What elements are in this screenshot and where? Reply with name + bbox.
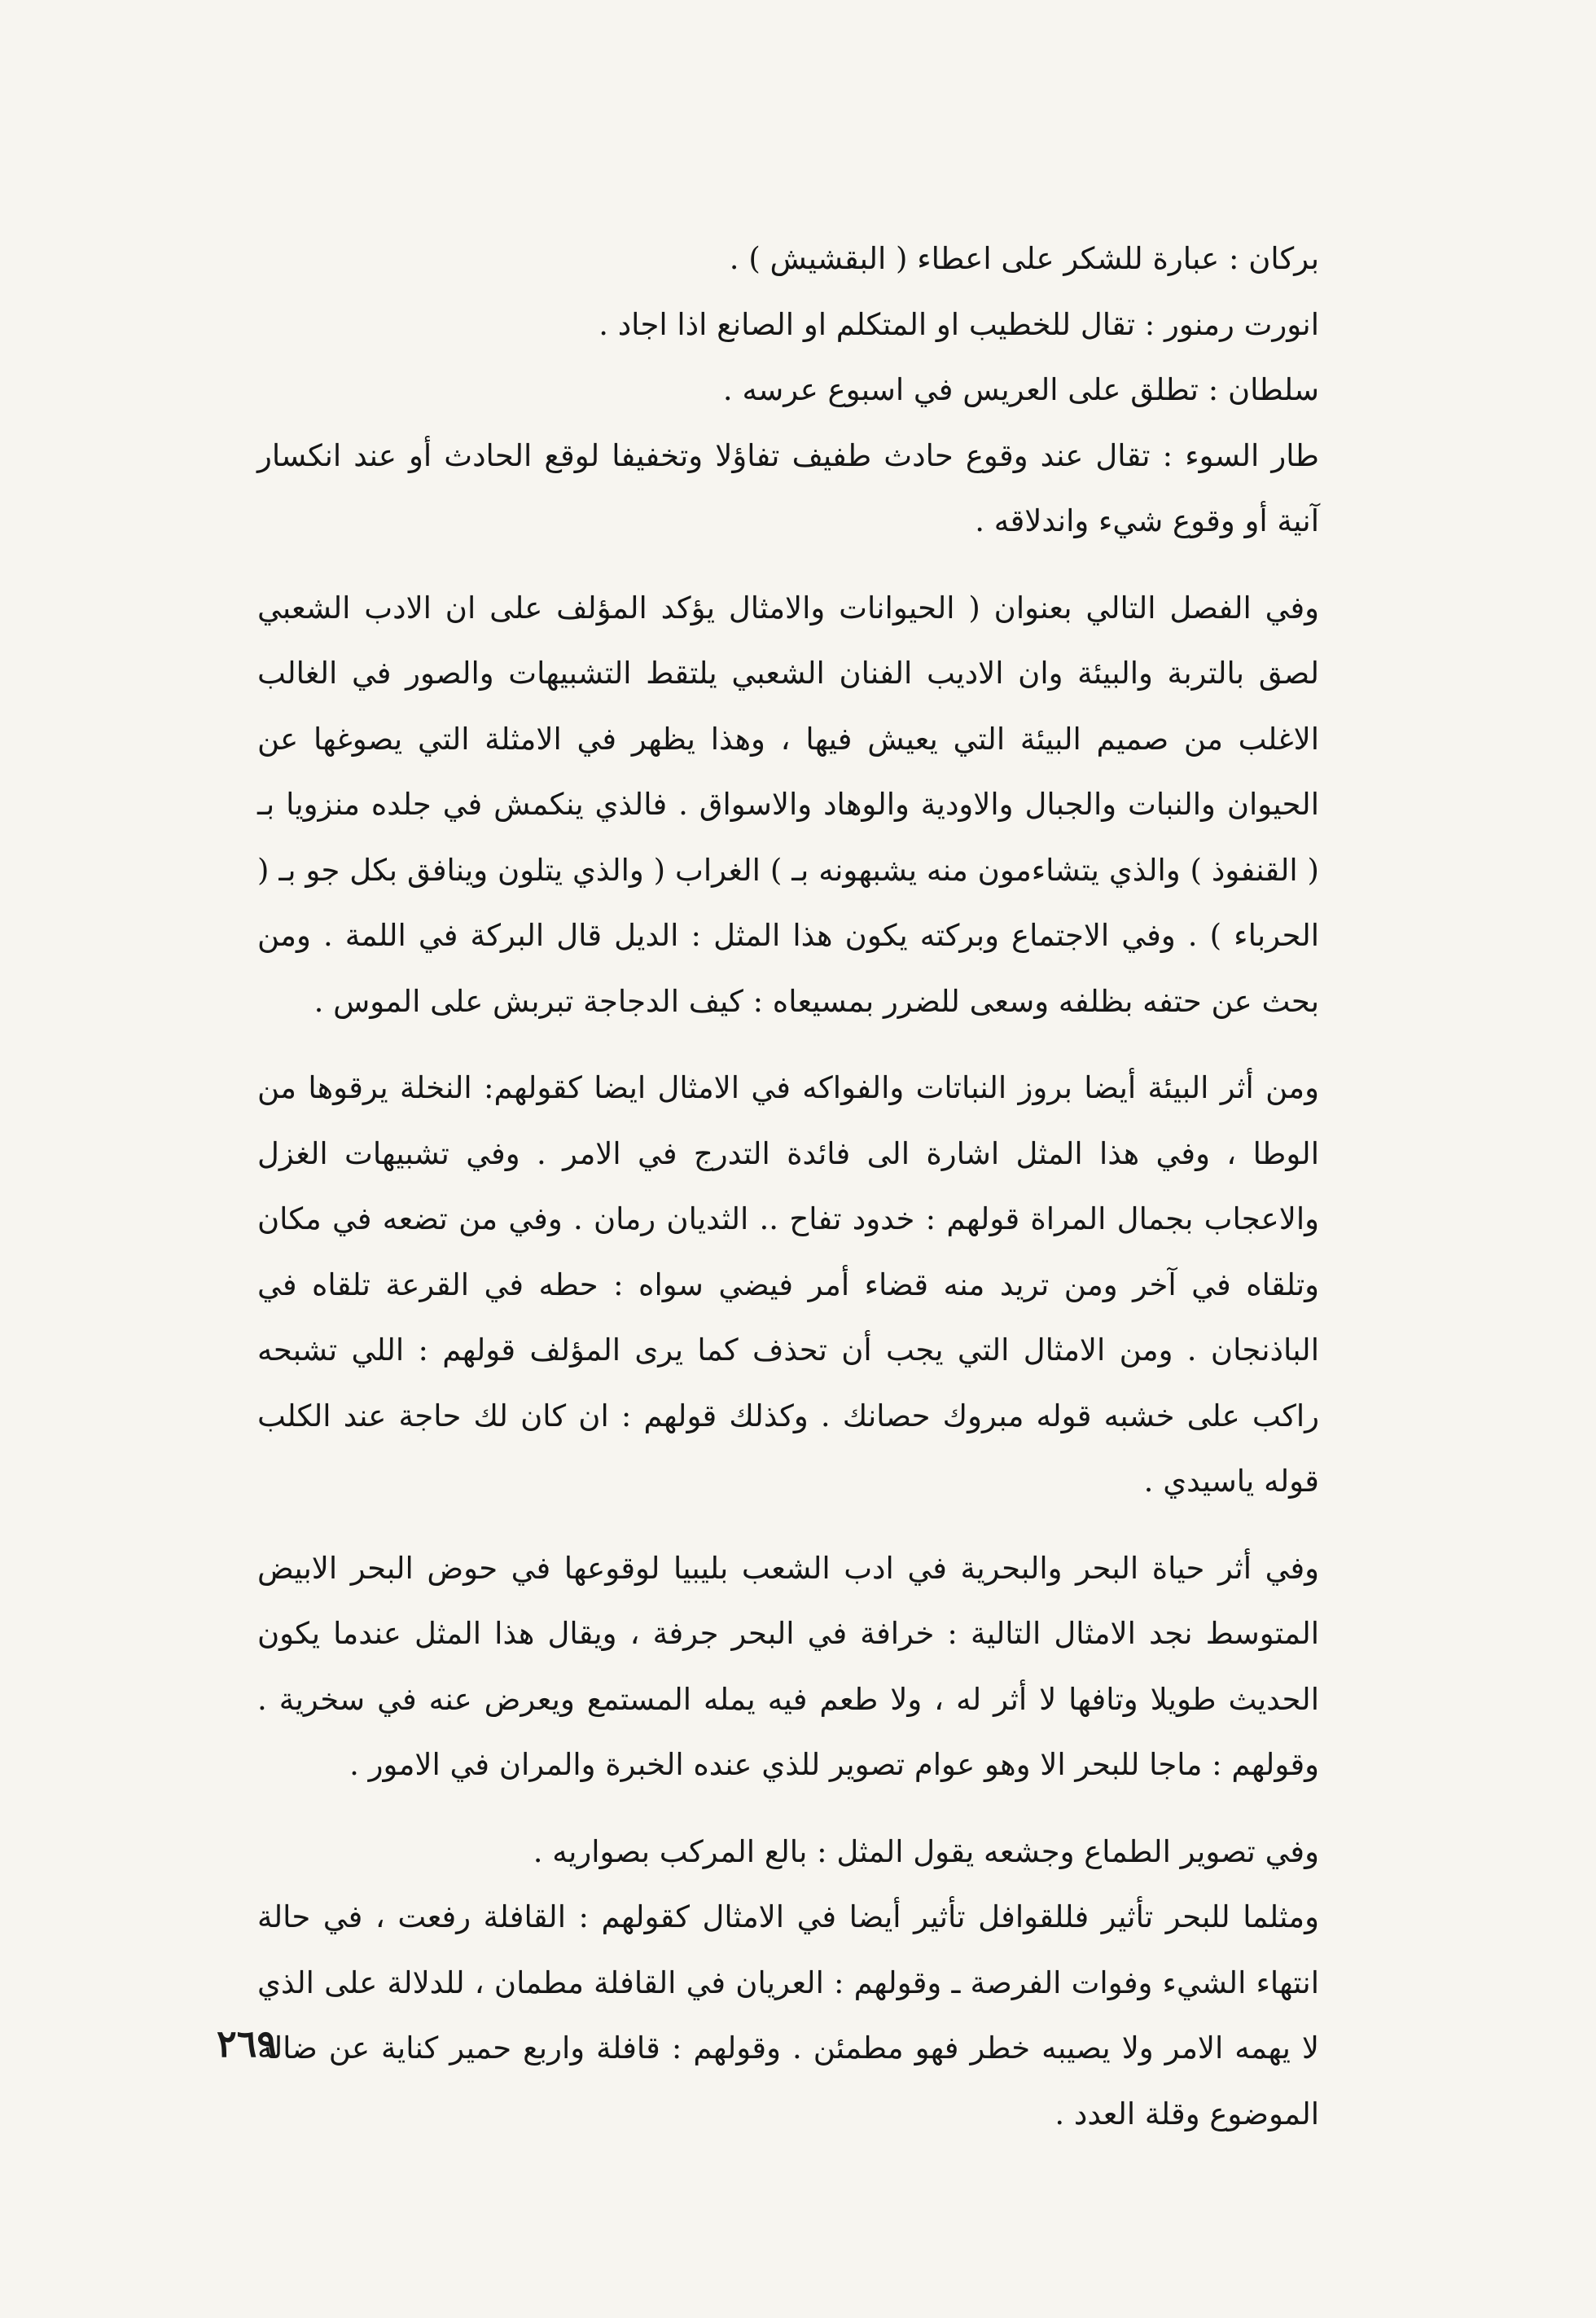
page-text [257,226,1319,2147]
glossary-entry: انورت رمنور : تقال للخطيب او المتكلم او الصانع اذا اجاد . [598,306,1319,342]
glossary-entry: سلطان : تطلق على العريس في اسبوع عرسه . [722,372,1319,407]
glossary-entry: طار السوء : تقال عند وقوع حادث طفيف تفاؤلا وتخفيفا لوقع الحادث أو عند انكسار آنية أو وقوع شيء واندلاقه . [257,437,1319,538]
paragraph: وفي تصوير الطماع وجشعه يقول المثل : بالع المركب بصواريه . [533,1833,1319,1869]
paragraph: وفي أثر حياة البحر والبحرية في ادب الشعب بليبيا لوقوعها في حوض البحر الابيض المتوسط نجد الامثال التالية : خرافة في البحر جرفة ، ويقال هذا المثل عندما يكون الحديث طويلا وتافها لا أثر له ، ولا طعم فيه يمله المستمع ويعرض عنه في سخرية . وقولهم : ماجا للبحر الا وهو عوام تصوير للذي عنده الخبرة والمران في الامور . [257,1550,1319,1782]
paragraph: وفي الفصل التالي بعنوان ( الحيوانات والامثال يؤكد المؤلف على ان الادب الشعبي لصق بالتربة والبيئة وان الاديب الفنان الشعبي يلتقط التشبيهات والصور في الغالب الاغلب من صميم البيئة التي يعيش فيها ، وهذا يظهر في الامثلة التي يصوغها عن الحيوان والنبات والجبال والاودية والوهاد والاسواق . فالذي ينكمش في جلده منزويا بـ ( القنفوذ ) والذي يتشاءمون منه يشبهونه بـ ) الغراب ( والذي يتلون وينافق بكل جو بـ ( الحرباء ) . وفي الاجتماع وبركته يكون هذا المثل : الديل قال البركة في اللمة . ومن بحث عن حتفه بظلفه وسعى للضرر بمسيعاه : كيف الدجاجة تبربش على الموس . [257,590,1319,1019]
paragraph: ومن أثر البيئة أيضا بروز النباتات والفواكه في الامثال ايضا كقولهم: النخلة يرقوها من الوطا ، وفي هذا المثل اشارة الى فائدة التدرج في الامر . وفي تشبيهات الغزل والاعجاب بجمال المراة قولهم : خدود تفاح .. الثديان رمان . وفي من تضعه في مكان وتلقاه في آخر ومن تريد منه قضاء أمر فيضي سواه : حطه في القرعة تلقاه في الباذنجان . ومن الامثال التي يجب أن تحذف كما يرى المؤلف قولهم : اللي تشبحه راكب على خشبه قوله مبروك حصانك . وكذلك قولهم : ان كان لك حاجة عند الكلب قوله ياسيدي . [257,1070,1319,1499]
page-number: ٢٦٩ [217,2022,278,2066]
glossary-entry: بركان : عبارة للشكر على اعطاء ( البقشيش ) . [729,241,1319,276]
paragraph: ومثلما للبحر تأثير فللقوافل تأثير أيضا في الامثال كقولهم : القافلة رفعت ، في حالة انتهاء الشيء وفوات الفرصة ـ وقولهم : العريان في القافلة مطمان ، للدلالة على الذي لا يهمه الامر ولا يصيبه خطر فهو مطمئن . وقولهم : قافلة واربع حمير كناية عن ضالة الموضوع وقلة العدد . [257,1899,1319,2131]
